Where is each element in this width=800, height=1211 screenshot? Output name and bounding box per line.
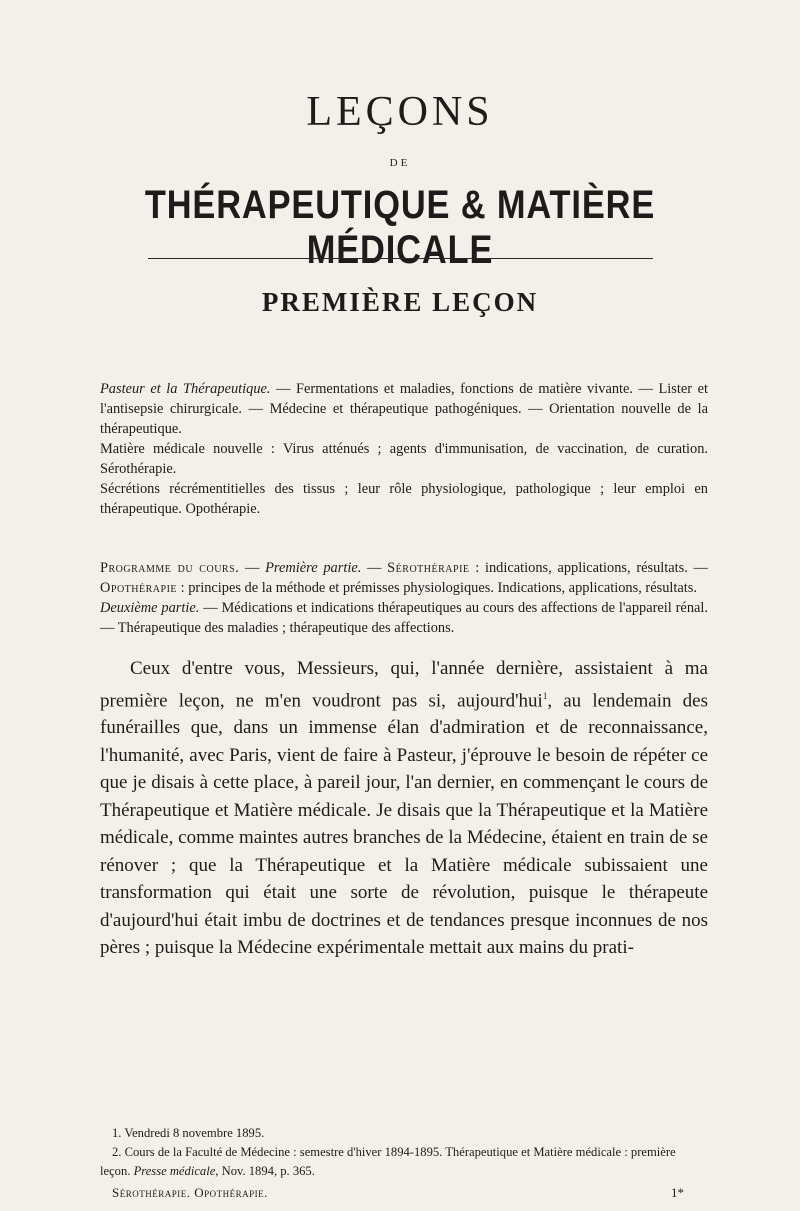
summary-paragraph (100, 379, 708, 439)
body-paragraph (100, 655, 708, 962)
footnote-ref: 1 (542, 690, 548, 701)
programme-label: Programme du cours. (100, 560, 240, 576)
programme-section (100, 558, 708, 638)
lecon-summary (100, 379, 708, 519)
book-title: LEÇONS (306, 89, 494, 135)
summary-text: — Fermentations et maladies, fonctions de matière vivante. — Lister et l'antisepsie chirurgicale. — Médecine et thérapeutique pathogéniques. — Orientation nouvelle de la thérapeutique. (100, 381, 708, 437)
body-text-start: Ceux d'entre vous, Messieurs, qui, l'année dernière, assistaient à ma première leçon, ne m'en voudront pas si, aujourd'hui (100, 658, 708, 711)
programme-paragraph (100, 598, 708, 638)
sero-text: : indications, applications, résultats. — (469, 560, 709, 576)
footer-signature-title: Sérothérapie. Opothérapie. (112, 1185, 268, 1200)
title-divider (148, 258, 653, 259)
lecture-body (100, 655, 708, 962)
sero-label: Sérothérapie (387, 560, 470, 576)
programme-part2-label: Deuxième partie. (100, 600, 200, 616)
lecon-title: PREMIÈRE LEÇON (261, 287, 539, 317)
opo-text: : principes de la méthode et prémisses physiologiques. Indications, applications, résultats. (177, 580, 697, 596)
footnote-2 (100, 1143, 708, 1181)
programme-part1-label: Première partie. (265, 560, 362, 576)
programme-paragraph: Programme du cours. — Première partie. — Sérothérapie : indications, applications, résultats. — Opothérapie : principes de la méthode et prémisses physiologiques. Indications, applications, résultats. (100, 560, 709, 596)
footnote-2-text: 2. Cours de la Faculté de Médecine : semestre d'hiver 1894-1895. Thérapeutique et Matière médicale : première leçon. (100, 1145, 676, 1178)
footnote-2-journal: Presse médicale (133, 1164, 216, 1178)
programme-part2-text: — Médications et indications thérapeutiques au cours des affections de l'appareil rénal. — Thérapeutique des maladies ; thérapeutique des affections. (100, 600, 708, 636)
summary-paragraph: Sécrétions récrémentitielles des tissus ; leur rôle physiologique, pathologique ; leur emploi en thérapeutique. Opothérapie. (100, 481, 708, 517)
body-text-end: , au lendemain des funérailles que, dans un immense élan d'admiration et de reconnaissance, l'humanité, avec Paris, vient de faire à Pasteur, j'éprouve le besoin de répéter ce que je disais à cette place, à pareil jour, l'an dernier, en commençant le cours de Thérapeutique et Matière médicale. Je disais que la Thérapeutique et la Matière médicale, comme maintes autres branches de la Médecine, étaient en train de se rénover ; que la Thérapeutique et la Matière médicale subissaient une transformation qui était une sorte de révolution, puisque le thérapeute d'aujourd'hui était imbu de doctrines et de tendances presque inconnues de nos pères ; puisque la Médecine expérimentale mettait aux mains du prati- (100, 689, 708, 959)
title-preposition: DE (389, 157, 411, 169)
opo-label: Opothérapie (100, 580, 178, 596)
footnote-1: 1. Vendredi 8 novembre 1895. (112, 1126, 265, 1140)
summary-paragraph: Matière médicale nouvelle : Virus atténués ; agents d'immunisation, de vaccination, de curation. Sérothérapie. (100, 441, 708, 477)
summary-italic-heading: Pasteur et la Thérapeutique. (100, 381, 271, 397)
book-subtitle: THÉRAPEUTIQUE & MATIÈRE MÉDICALE (144, 183, 656, 272)
footnote-2-end: , Nov. 1894, p. 365. (215, 1164, 315, 1178)
footer-signature-mark: 1* (671, 1185, 684, 1200)
footnotes (100, 1124, 708, 1181)
